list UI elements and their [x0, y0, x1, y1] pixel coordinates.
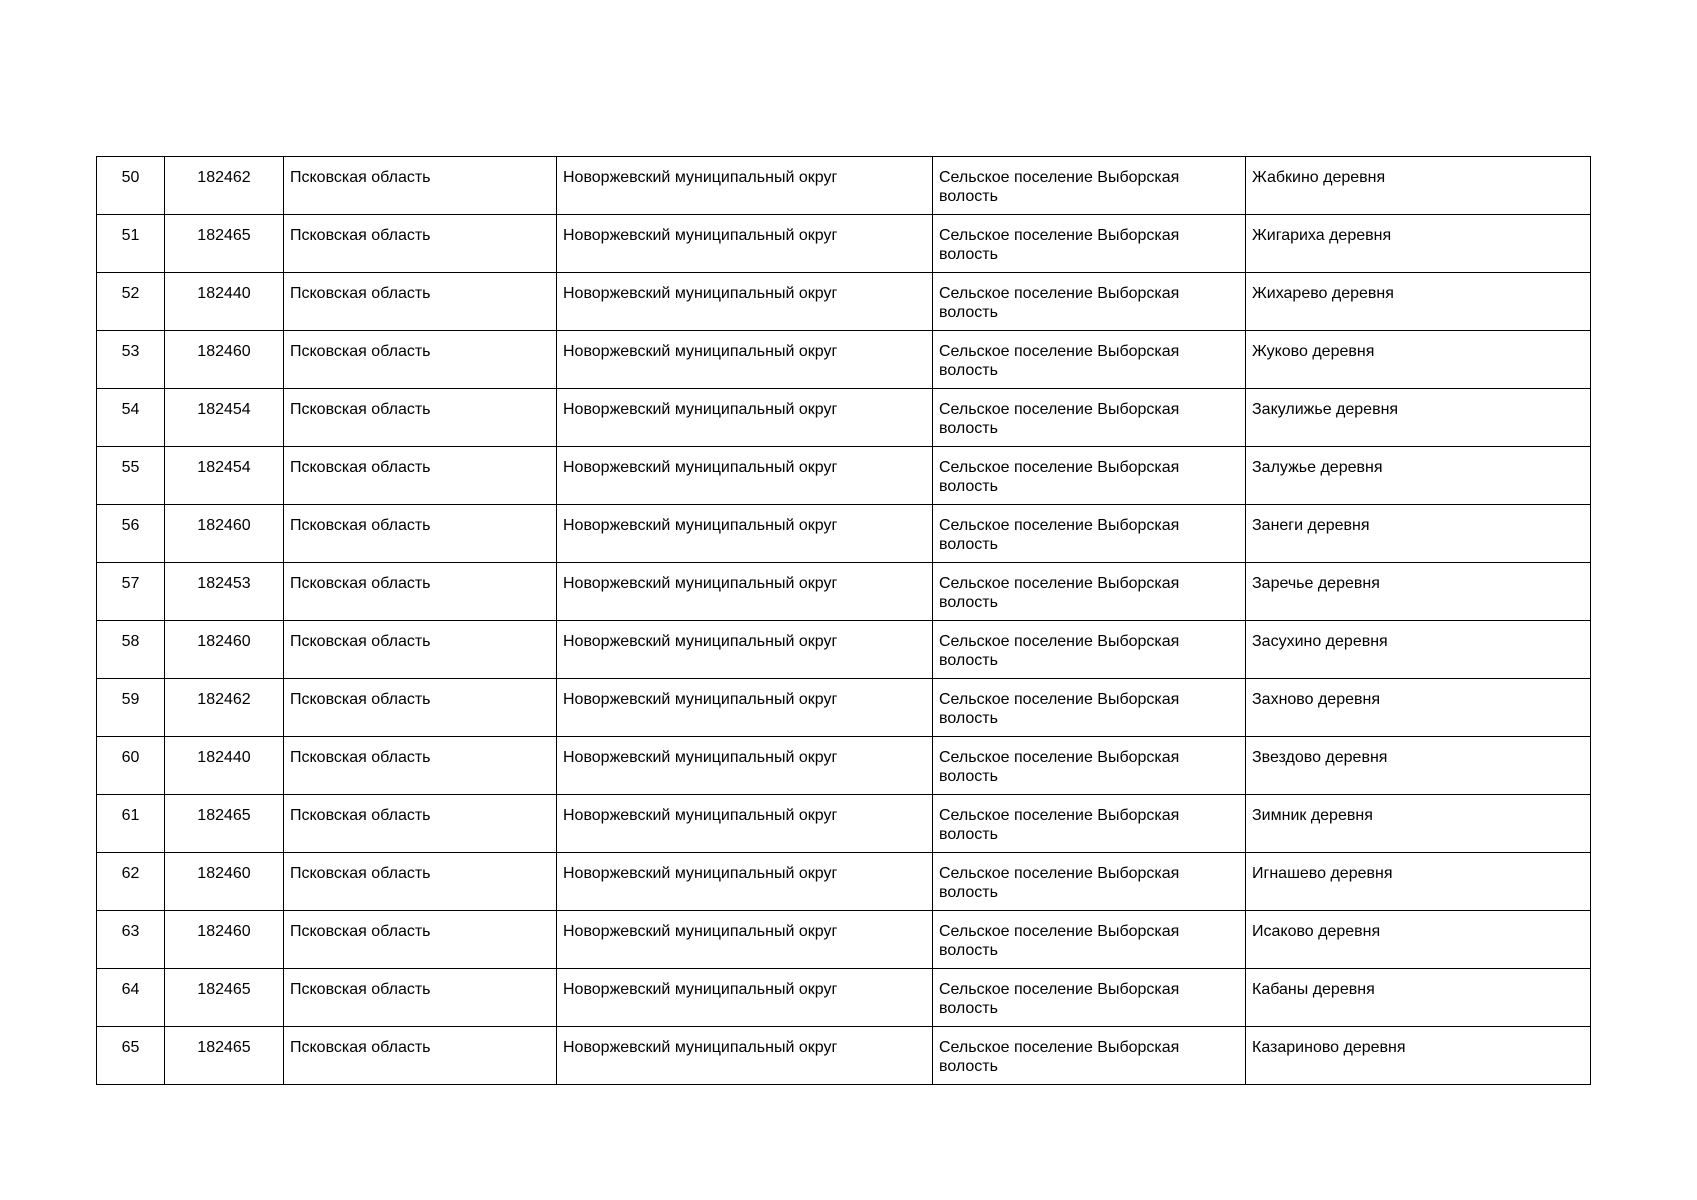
postal-code-cell: 182462 — [165, 679, 284, 737]
table-row — [97, 563, 1591, 621]
table-row — [97, 273, 1591, 331]
table-row — [97, 447, 1591, 505]
locality-cell: Засухино деревня — [1246, 621, 1591, 679]
row-number-cell: 50 — [97, 157, 165, 215]
postal-code-cell: 182460 — [165, 331, 284, 389]
settlement-cell: Сельское поселение Выборская волость — [933, 157, 1246, 215]
row-number-cell: 59 — [97, 679, 165, 737]
region-cell: Псковская область — [284, 679, 557, 737]
locality-cell: Жабкино деревня — [1246, 157, 1591, 215]
district-cell: Новоржевский муниципальный округ — [557, 853, 933, 911]
table-row — [97, 795, 1591, 853]
region-cell: Псковская область — [284, 621, 557, 679]
region-cell: Псковская область — [284, 1027, 557, 1085]
table-body — [97, 157, 1591, 1085]
row-number-cell: 55 — [97, 447, 165, 505]
postal-code-cell: 182453 — [165, 563, 284, 621]
table-row — [97, 505, 1591, 563]
region-cell: Псковская область — [284, 215, 557, 273]
settlement-cell: Сельское поселение Выборская волость — [933, 911, 1246, 969]
locality-cell: Зимник деревня — [1246, 795, 1591, 853]
region-cell: Псковская область — [284, 795, 557, 853]
settlement-cell: Сельское поселение Выборская волость — [933, 331, 1246, 389]
settlement-cell: Сельское поселение Выборская волость — [933, 1027, 1246, 1085]
table-row — [97, 679, 1591, 737]
postal-code-cell: 182465 — [165, 969, 284, 1027]
district-cell: Новоржевский муниципальный округ — [557, 911, 933, 969]
table-row — [97, 737, 1591, 795]
locality-cell: Исаково деревня — [1246, 911, 1591, 969]
district-cell: Новоржевский муниципальный округ — [557, 621, 933, 679]
district-cell: Новоржевский муниципальный округ — [557, 795, 933, 853]
district-cell: Новоржевский муниципальный округ — [557, 505, 933, 563]
row-number-cell: 60 — [97, 737, 165, 795]
postal-code-cell: 182460 — [165, 853, 284, 911]
region-cell: Псковская область — [284, 505, 557, 563]
postal-code-cell: 182460 — [165, 621, 284, 679]
district-cell: Новоржевский муниципальный округ — [557, 737, 933, 795]
row-number-cell: 65 — [97, 1027, 165, 1085]
table-row — [97, 215, 1591, 273]
locality-cell: Кабаны деревня — [1246, 969, 1591, 1027]
region-cell: Псковская область — [284, 853, 557, 911]
postal-code-cell: 182465 — [165, 1027, 284, 1085]
postal-code-cell: 182454 — [165, 447, 284, 505]
locality-cell: Заречье деревня — [1246, 563, 1591, 621]
district-cell: Новоржевский муниципальный округ — [557, 447, 933, 505]
postal-code-cell: 182454 — [165, 389, 284, 447]
region-cell: Псковская область — [284, 447, 557, 505]
settlement-cell: Сельское поселение Выборская волость — [933, 389, 1246, 447]
table-row — [97, 969, 1591, 1027]
row-number-cell: 52 — [97, 273, 165, 331]
district-cell: Новоржевский муниципальный округ — [557, 969, 933, 1027]
district-cell: Новоржевский муниципальный округ — [557, 563, 933, 621]
row-number-cell: 51 — [97, 215, 165, 273]
locality-register-table — [96, 156, 1591, 1085]
region-cell: Псковская область — [284, 389, 557, 447]
region-cell: Псковская область — [284, 911, 557, 969]
row-number-cell: 57 — [97, 563, 165, 621]
table-row — [97, 157, 1591, 215]
settlement-cell: Сельское поселение Выборская волость — [933, 679, 1246, 737]
district-cell: Новоржевский муниципальный округ — [557, 157, 933, 215]
district-cell: Новоржевский муниципальный округ — [557, 215, 933, 273]
settlement-cell: Сельское поселение Выборская волость — [933, 621, 1246, 679]
region-cell: Псковская область — [284, 331, 557, 389]
locality-cell: Закулижье деревня — [1246, 389, 1591, 447]
locality-cell: Занеги деревня — [1246, 505, 1591, 563]
settlement-cell: Сельское поселение Выборская волость — [933, 737, 1246, 795]
table-row — [97, 389, 1591, 447]
region-cell: Псковская область — [284, 563, 557, 621]
postal-code-cell: 182440 — [165, 737, 284, 795]
settlement-cell: Сельское поселение Выборская волость — [933, 505, 1246, 563]
settlement-cell: Сельское поселение Выборская волость — [933, 273, 1246, 331]
settlement-cell: Сельское поселение Выборская волость — [933, 215, 1246, 273]
locality-cell: Жихарево деревня — [1246, 273, 1591, 331]
row-number-cell: 64 — [97, 969, 165, 1027]
postal-code-cell: 182460 — [165, 505, 284, 563]
row-number-cell: 62 — [97, 853, 165, 911]
district-cell: Новоржевский муниципальный округ — [557, 273, 933, 331]
row-number-cell: 54 — [97, 389, 165, 447]
locality-cell: Игнашево деревня — [1246, 853, 1591, 911]
locality-cell: Залужье деревня — [1246, 447, 1591, 505]
settlement-cell: Сельское поселение Выборская волость — [933, 563, 1246, 621]
locality-cell: Звездово деревня — [1246, 737, 1591, 795]
settlement-cell: Сельское поселение Выборская волость — [933, 795, 1246, 853]
locality-cell: Жуково деревня — [1246, 331, 1591, 389]
region-cell: Псковская область — [284, 969, 557, 1027]
row-number-cell: 53 — [97, 331, 165, 389]
row-number-cell: 56 — [97, 505, 165, 563]
settlement-cell: Сельское поселение Выборская волость — [933, 447, 1246, 505]
locality-cell: Захново деревня — [1246, 679, 1591, 737]
table-row — [97, 853, 1591, 911]
table-row — [97, 1027, 1591, 1085]
region-cell: Псковская область — [284, 157, 557, 215]
postal-code-cell: 182465 — [165, 215, 284, 273]
district-cell: Новоржевский муниципальный округ — [557, 679, 933, 737]
table-row — [97, 621, 1591, 679]
settlement-cell: Сельское поселение Выборская волость — [933, 969, 1246, 1027]
postal-code-cell: 182465 — [165, 795, 284, 853]
row-number-cell: 61 — [97, 795, 165, 853]
postal-code-cell: 182440 — [165, 273, 284, 331]
region-cell: Псковская область — [284, 737, 557, 795]
row-number-cell: 58 — [97, 621, 165, 679]
table-row — [97, 331, 1591, 389]
district-cell: Новоржевский муниципальный округ — [557, 1027, 933, 1085]
locality-cell: Жигариха деревня — [1246, 215, 1591, 273]
settlement-cell: Сельское поселение Выборская волость — [933, 853, 1246, 911]
row-number-cell: 63 — [97, 911, 165, 969]
table-row — [97, 911, 1591, 969]
postal-code-cell: 182462 — [165, 157, 284, 215]
region-cell: Псковская область — [284, 273, 557, 331]
district-cell: Новоржевский муниципальный округ — [557, 331, 933, 389]
locality-cell: Казариново деревня — [1246, 1027, 1591, 1085]
district-cell: Новоржевский муниципальный округ — [557, 389, 933, 447]
postal-code-cell: 182460 — [165, 911, 284, 969]
